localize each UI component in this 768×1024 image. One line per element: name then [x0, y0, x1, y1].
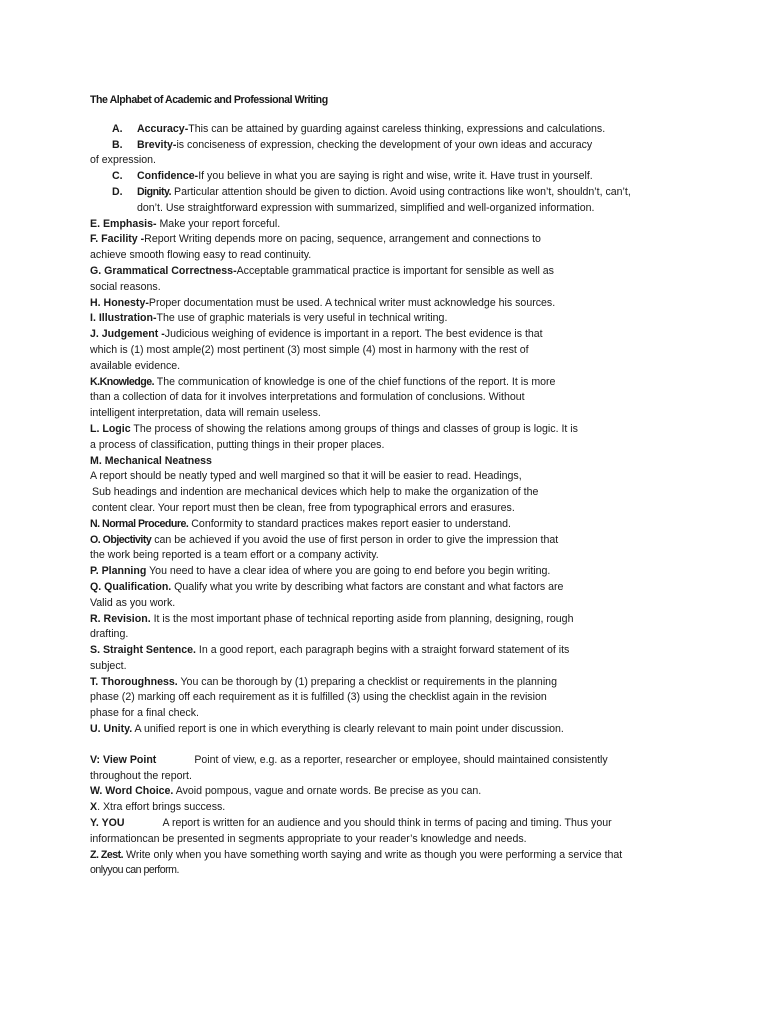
entry-c-text-1: If you believe in what you are saying is right and wise, write it. Have trust in yourself.: [198, 170, 593, 183]
entry-l-text-1: The process of showing the relations among groups of things and classes of group is logic. It is: [130, 422, 578, 435]
entry-b-line-1: [90, 138, 728, 154]
entry-n-line-1: [90, 517, 728, 533]
entry-j: [90, 327, 728, 374]
entry-o-line-1: [90, 533, 728, 549]
entry-t-text-1: You can be thorough by (1) preparing a checklist or requirements in the planning: [177, 675, 557, 688]
entry-l: [90, 422, 728, 454]
entry-a: [90, 122, 728, 138]
entry-d-line-1: [90, 185, 728, 201]
entry-k: [90, 375, 728, 422]
entry-l-line-1: [90, 422, 728, 438]
entry-w-line-1: [90, 784, 728, 800]
entry-o-text-1: can be achieved if you avoid the use of first person in order to give the impression that: [151, 533, 559, 546]
entry-g-text-1: Acceptable grammatical practice is important for sensible as well as: [236, 264, 554, 277]
entry-j-line-1: [90, 327, 728, 343]
entry-e-term: E. Emphasis-: [90, 217, 157, 230]
entry-j-term: J. Judgement -: [90, 328, 165, 341]
entry-b-text-2: of expression.: [90, 154, 156, 167]
entry-z-line-1: [90, 848, 728, 864]
entry-m: [90, 454, 728, 517]
entry-z-text-2: onlyyou can perform.: [90, 864, 179, 877]
entry-o-text-2: the work being reported is a team effort or a company activity.: [90, 549, 379, 562]
entry-v-term: V: View Point: [90, 753, 157, 766]
entry-s: [90, 643, 728, 675]
entry-t: [90, 675, 728, 722]
entry-r-text-2: drafting.: [90, 628, 129, 641]
entry-e: [90, 217, 728, 233]
entry-p: [90, 564, 728, 580]
entry-q-term: Q. Qualification.: [90, 580, 172, 593]
entry-z-text-1: Write only when you have something worth saying and write as though you were performing a service that: [123, 848, 623, 861]
entry-e-line-1: [90, 217, 728, 233]
entry-s-line-1: [90, 643, 728, 659]
entry-z-term: Z. Zest.: [90, 848, 124, 861]
entry-y: [90, 816, 728, 848]
entry-p-text-1: You need to have a clear idea of where you are going to end before you begin writing.: [146, 565, 551, 578]
entry-d-text-2: don’t. Use straightforward expression with summarized, simplified and well-organized information.: [137, 201, 595, 214]
entry-g: [90, 264, 728, 296]
entry-g-term: G. Grammatical Correctness-: [90, 264, 237, 277]
entry-c-line-1: [90, 169, 728, 185]
entry-b-letter: B.: [112, 138, 123, 151]
entry-y-term: Y. YOU: [90, 817, 125, 830]
section-spacer: [90, 738, 728, 753]
entry-g-text-2: social reasons.: [90, 280, 161, 293]
entry-w: [90, 784, 728, 800]
document-title: The Alphabet of Academic and Professional Writing: [90, 94, 328, 106]
entry-k-term: K.Knowledge.: [90, 375, 155, 388]
entry-c-letter: C.: [112, 170, 123, 183]
entry-k-line-1: [90, 375, 728, 391]
entry-w-text-1: Avoid pompous, vague and ornate words. Be precise as you can.: [173, 785, 482, 798]
entry-o-term: O. Objectivity: [90, 533, 152, 546]
entry-r-text-1: It is the most important phase of technical reporting aside from planning, designing, rough: [150, 612, 574, 625]
entry-k-text-1: The communication of knowledge is one of the chief functions of the report. It is more: [154, 375, 556, 388]
entry-t-line-1: [90, 675, 728, 691]
entry-o: [90, 533, 728, 565]
entry-u-line-1: [90, 722, 728, 738]
entry-h-line-1: [90, 296, 728, 312]
entry-h-term: H. Honesty-: [90, 296, 149, 309]
entry-s-text-1: In a good report, each paragraph begins with a straight forward statement of its: [195, 644, 570, 657]
entry-k-text-2: than a collection of data for it involves interpretations and formulation of conclusions. Without: [90, 391, 525, 404]
entry-f-line-1: [90, 232, 728, 248]
entry-d-text-1: Particular attention should be given to diction. Avoid using contractions like won’t, shouldn’t, can’t,: [171, 185, 631, 198]
entry-c: [90, 169, 728, 185]
entry-i-text-1: The use of graphic materials is very useful in technical writing.: [156, 312, 448, 325]
entry-n: [90, 517, 728, 533]
entry-x-term: X: [90, 801, 98, 814]
entry-t-text-2: phase (2) marking off each requirement as it is fulfilled (3) using the checklist again in the revision: [90, 691, 547, 704]
entry-y-text-1: A report is written for an audience and you should think in terms of pacing and timing. Thus your: [162, 817, 612, 830]
entry-r: [90, 612, 728, 644]
entry-m-text-2: A report should be neatly typed and well margined so that it will be easier to read. Headings,: [90, 470, 522, 483]
entry-m-line-1: [90, 454, 728, 470]
entry-x-text-1: . Xtra effort brings success.: [97, 801, 226, 814]
entry-b: [90, 138, 728, 170]
entry-i: [90, 311, 728, 327]
entry-f: [90, 232, 728, 264]
entry-x-line-1: [90, 800, 728, 816]
entry-j-text-3: available evidence.: [90, 359, 181, 372]
entry-j-text-1: Judicious weighing of evidence is important in a report. The best evidence is that: [164, 328, 543, 341]
entry-y-text-2: informationcan be presented in segments appropriate to your reader’s knowledge and needs.: [90, 832, 527, 845]
entry-x: [90, 800, 728, 816]
entry-m-text-4: content clear. Your report must then be clean, free from typographical errors and erasures.: [92, 501, 515, 514]
entry-p-line-1: [90, 564, 728, 580]
entry-a-text-1: This can be attained by guarding against careless thinking, expressions and calculations.: [188, 122, 606, 135]
entry-l-term: L. Logic: [90, 422, 131, 435]
entry-u: [90, 722, 728, 738]
entry-e-text-1: Make your report forceful.: [156, 217, 281, 230]
entry-m-term: M. Mechanical Neatness: [90, 454, 212, 467]
entry-h: [90, 296, 728, 312]
entry-v-text-2: throughout the report.: [90, 769, 192, 782]
entry-a-letter: A.: [112, 122, 123, 135]
entry-n-text-1: Conformity to standard practices makes report easier to understand.: [188, 517, 512, 530]
entry-d-term: Dignity.: [137, 185, 172, 198]
entry-q-line-1: [90, 580, 728, 596]
entry-r-term: R. Revision.: [90, 612, 151, 625]
entry-f-text-1: Report Writing depends more on pacing, sequence, arrangement and connections to: [144, 233, 541, 246]
entry-h-text-1: Proper documentation must be used. A technical writer must acknowledge his sources.: [148, 296, 556, 309]
entry-i-line-1: [90, 311, 728, 327]
entry-t-text-3: phase for a final check.: [90, 707, 199, 720]
entry-s-term: S. Straight Sentence.: [90, 644, 196, 657]
entry-b-term: Brevity-: [137, 138, 177, 151]
entry-u-text-1: A unified report is one in which everything is clearly relevant to main point under discussion.: [132, 723, 564, 736]
entry-i-term: I. Illustration-: [90, 312, 157, 325]
entry-r-line-1: [90, 612, 728, 628]
entry-q-text-1: Qualify what you write by describing what factors are constant and what factors are: [171, 580, 564, 593]
entry-b-text-1: is conciseness of expression, checking the development of your own ideas and accuracy: [176, 138, 593, 151]
entry-c-term: Confidence-: [137, 170, 199, 183]
entry-m-text-3: Sub headings and indention are mechanical devices which help to make the organization of the: [92, 486, 539, 499]
entry-z: [90, 848, 728, 880]
entry-f-term: F. Facility -: [90, 233, 145, 246]
entry-k-text-3: intelligent interpretation, data will remain useless.: [90, 407, 321, 420]
entry-l-text-2: a process of classification, putting things in their proper places.: [90, 438, 385, 451]
entry-w-term: W. Word Choice.: [90, 785, 174, 798]
entry-v: [90, 753, 728, 785]
entry-d: [90, 185, 728, 217]
entry-d-letter: D.: [112, 185, 123, 198]
entry-n-term: N. Normal Procedure.: [90, 517, 189, 530]
entry-p-term: P. Planning: [90, 565, 147, 578]
entry-u-term: U. Unity.: [90, 723, 133, 736]
entry-q: [90, 580, 728, 612]
entry-y-line-1: [90, 816, 728, 832]
entry-f-text-2: achieve smooth flowing easy to read continuity.: [90, 249, 312, 262]
entry-j-text-2: which is (1) most ample(2) most pertinent (3) most simple (4) most in harmony with the rest of: [90, 343, 529, 356]
entry-a-line-1: [90, 122, 728, 138]
entry-g-line-1: [90, 264, 728, 280]
entry-s-text-2: subject.: [90, 659, 127, 672]
entry-a-term: Accuracy-: [137, 122, 189, 135]
entry-t-term: T. Thoroughness.: [90, 675, 178, 688]
entry-q-text-2: Valid as you work.: [90, 596, 176, 609]
entry-v-text-1: Point of view, e.g. as a reporter, researcher or employee, should maintained consistently: [194, 753, 608, 766]
entry-v-line-1: [90, 753, 728, 769]
